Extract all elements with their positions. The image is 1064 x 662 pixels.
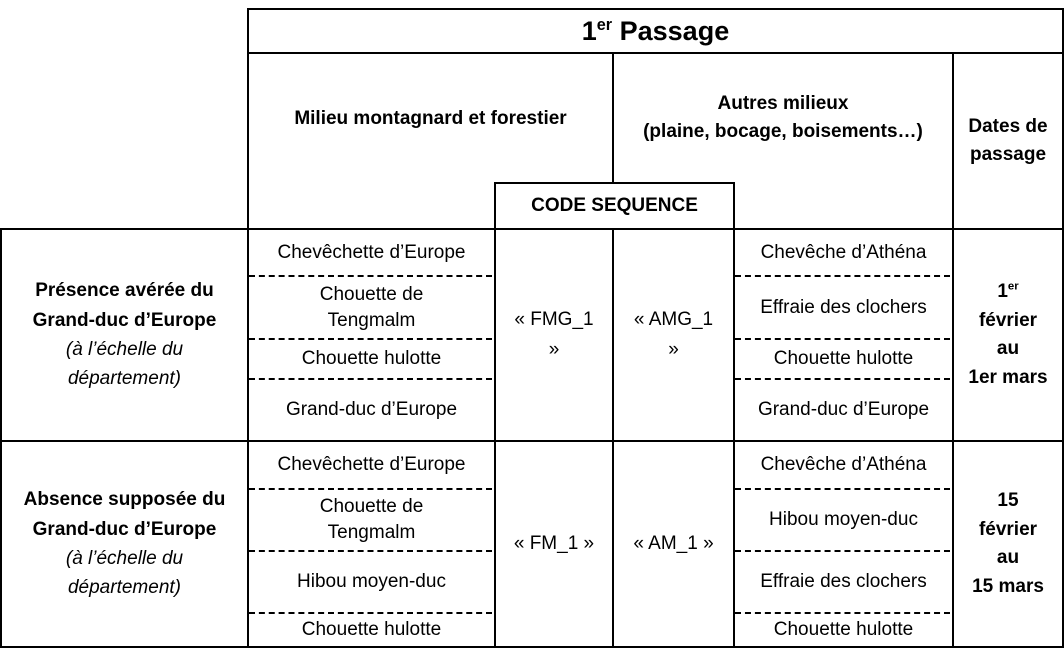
list-item [735,490,952,550]
code-fmg-line1: « FMG_1 [514,308,594,330]
code-amg [614,230,733,440]
list-item [735,442,952,488]
species-name: Chevêchette d’Europe [277,454,466,476]
row1-date-day-num: 1 [997,281,1008,302]
header-mountain-text: Milieu montagnard et forestier [294,108,567,130]
header-other-line1: Autres milieux [717,92,849,114]
row2-scale-line2: département) [67,577,181,599]
row1-scale-line1: (à l’échelle du [65,339,184,360]
code-amg-line1: « AMG_1 [633,308,714,330]
row1-date-day [997,278,1018,307]
row1-date-to: 1er mars [968,366,1048,388]
passage-number-suffix: er [596,15,613,34]
species-name: Chouette de Tengmalm [319,283,424,331]
code-fmg-line2: » [548,339,560,360]
list-item [289,277,454,338]
header-dates [954,54,1062,228]
code-am [614,442,733,646]
row1-scale-line2: département) [67,368,181,390]
list-item [249,552,494,612]
code-fm-text: « FM_1 » [513,533,595,555]
row2-date-day: 15 [997,490,1019,511]
species-name: Chouette hulotte [301,619,442,641]
row1-dates [954,230,1062,440]
list-item [735,230,952,275]
row1-title-line1: Présence avérée du [35,280,214,302]
list-item [735,277,952,338]
species-name: Grand-duc d’Europe [285,399,458,421]
list-item [249,442,494,488]
species-name: Chouette hulotte [301,348,442,370]
code-fmg [496,230,612,440]
passage-number: 1 [581,15,597,46]
species-name: Chevêchette d’Europe [277,241,466,263]
row2-title-line2: Grand-duc d’Europe [32,518,217,540]
code-sequence-text: CODE SEQUENCE [531,195,698,217]
species-name: Chevêche d’Athéna [760,241,927,263]
species-name: Effraie des clochers [760,571,927,593]
row2-title-line1: Absence supposée du [23,489,226,511]
header-dates-line1: Dates de [968,115,1048,137]
row2-title [2,442,247,646]
code-fm [496,442,612,646]
species-name: Hibou moyen-duc [297,571,446,593]
row2-dates [954,442,1062,646]
header-other [614,54,952,182]
code-amg-line2: » [668,339,679,360]
header-other-line2: (plaine, bocage, boisements…) [643,121,923,142]
species-name: Chouette de Tengmalm [319,496,424,543]
list-item [735,552,952,612]
row2-date-month: février [978,518,1038,540]
list-item [735,340,952,378]
row1-date-day-sup: er [1007,280,1019,293]
species-name: Chouette hulotte [773,619,914,641]
species-name: Hibou moyen-duc [769,509,918,531]
list-item [735,380,952,440]
list-item [289,490,454,550]
row1-title-line2: Grand-duc d’Europe [32,309,217,331]
code-am-text: « AM_1 » [633,533,714,555]
header-mountain [249,54,612,184]
species-name: Effraie des clochers [760,296,927,318]
species-name: Chouette hulotte [773,348,914,370]
list-item [249,230,494,275]
list-item [249,340,494,378]
body-bottom-border [0,646,1064,648]
list-item [735,614,952,646]
code-sequence-label [496,184,733,228]
list-item [249,614,494,646]
species-name: Chevêche d’Athéna [760,454,927,476]
list-item [249,380,494,440]
row2-scale-line1: (à l’échelle du [65,548,184,569]
row1-date-sep: au [996,338,1020,359]
row1-date-month: février [978,309,1038,331]
species-name: Grand-duc d’Europe [757,399,930,421]
row1-title [2,230,247,440]
header-dates-line2: passage [969,144,1047,165]
passage-title [249,10,1062,52]
passage-label: Passage [619,15,730,46]
row2-date-to: 15 mars [972,575,1044,597]
row2-date-sep: au [996,547,1020,568]
